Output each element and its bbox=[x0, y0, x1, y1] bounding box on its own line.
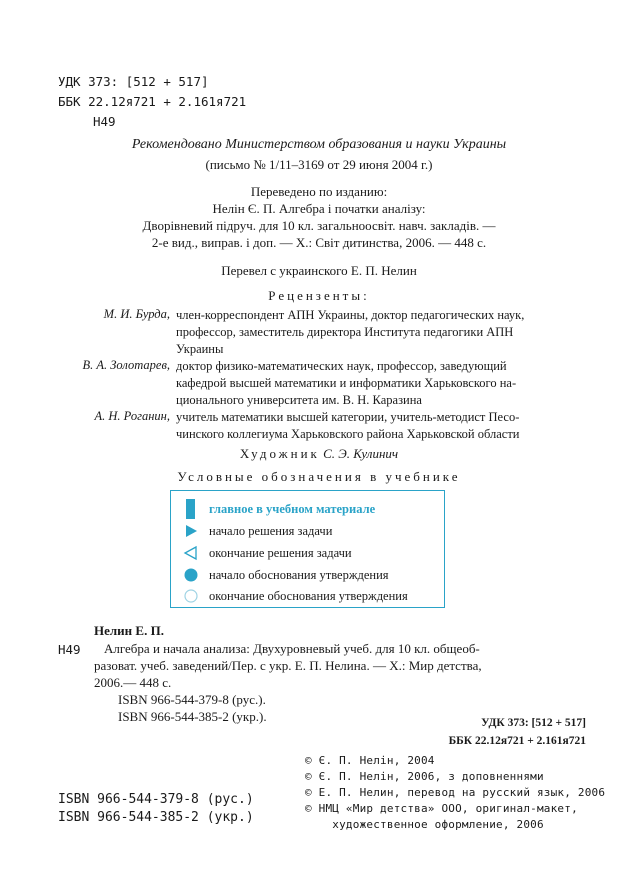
reviewer-line: доктор физико-математических наук, профессор, заведующий bbox=[176, 359, 507, 373]
reviewer-line: кафедрой высшей математики и информатики Харьковского на- bbox=[176, 376, 517, 390]
source-line-4: 2-е вид., виправ. і доп. — Х.: Світ дитинства, 2006. — 448 с. bbox=[151, 235, 487, 250]
legend-label: главное в учебном материале bbox=[209, 501, 376, 516]
biblio-isbn-1: ISBN 966-544-379-8 (рус.). bbox=[118, 692, 266, 707]
reviewer-name: В. А. Золотарев, bbox=[82, 358, 170, 372]
copyright-line: © Є. П. Нелін, 2004 bbox=[305, 754, 435, 767]
legend-item bbox=[181, 499, 375, 519]
reviewer-name: А. Н. Роганин, bbox=[94, 409, 170, 423]
reviewer-line: член-корреспондент АПН Украины, доктор педагогических наук, bbox=[176, 308, 525, 322]
isbn-bottom-1: ISBN 966-544-379-8 (рус.) bbox=[58, 792, 254, 807]
legend-box bbox=[170, 490, 445, 608]
artist-credit bbox=[0, 446, 638, 462]
recommendation: Рекомендовано Министерством образования и науки Украины bbox=[131, 137, 507, 152]
reviewers-heading: Рецензенты: bbox=[268, 288, 370, 303]
legend-label: окончание обоснования утверждения bbox=[209, 588, 408, 603]
legend-item bbox=[181, 586, 408, 606]
biblio-author: Нелин Е. П. bbox=[94, 623, 164, 638]
source-line-2: Нелін Є. П. Алгебра і початки аналізу: bbox=[212, 201, 426, 216]
copyright-line: художественное оформление, 2006 bbox=[305, 818, 544, 831]
reviewer-line: учитель математики высшей категории, учитель-методист Песо- bbox=[176, 410, 520, 424]
legend-title: Условные обозначения в учебнике bbox=[177, 469, 461, 484]
legend-label: начало решения задачи bbox=[209, 523, 333, 538]
legend-item bbox=[181, 521, 332, 541]
source-line-3: Дворівневий підруч. для 10 кл. загальноосвіт. навч. закладів. — bbox=[142, 218, 496, 233]
legend-item bbox=[181, 565, 389, 585]
isbn-bottom-2: ISBN 966-544-385-2 (укр.) bbox=[58, 810, 254, 825]
legend-label: начало обоснования утверждения bbox=[209, 567, 389, 582]
translator: Перевел с украинского Е. П. Нелин bbox=[221, 263, 417, 278]
circle-outline-icon bbox=[181, 586, 201, 606]
biblio-line-2: разоват. учеб. заведений/Пер. с укр. Е. П. Нелина. — Х.: Мир детства, bbox=[94, 658, 482, 673]
biblio-code: Н49 bbox=[58, 642, 81, 657]
reviewer-name: М. И. Бурда, bbox=[103, 307, 170, 321]
bbk-bottom: ББК 22.12я721 + 2.161я721 bbox=[448, 735, 586, 747]
copyright-line: © Е. П. Нелин, перевод на русский язык, 2006 bbox=[305, 786, 606, 799]
artist-label: Художник bbox=[239, 446, 320, 461]
legend-label: окончание решения задачи bbox=[209, 545, 352, 560]
reviewer-line: ционального университета им. В. Н. Каразина bbox=[176, 393, 422, 407]
bar-icon bbox=[181, 499, 201, 519]
copyright-line: © НМЦ «Мир детства» ООО, оригинал-макет, bbox=[305, 802, 578, 815]
source-line-1: Переведено по изданию: bbox=[250, 184, 388, 199]
udk-top: УДК 373: [512 + 517] bbox=[58, 74, 209, 89]
code-top: Н49 bbox=[93, 114, 116, 129]
udk-bottom: УДК 373: [512 + 517] bbox=[481, 717, 586, 729]
recommendation-letter: (письмо № 1/11–3169 от 29 июня 2004 г.) bbox=[205, 157, 433, 172]
biblio-isbn-2: ISBN 966-544-385-2 (укр.). bbox=[118, 709, 267, 724]
artist-name: С. Э. Кулинич bbox=[323, 446, 399, 461]
copyright-line: © Є. П. Нелін, 2006, з доповненнями bbox=[305, 770, 544, 783]
triangle-right-filled-icon bbox=[181, 521, 201, 541]
bbk-top: ББК 22.12я721 + 2.161я721 bbox=[58, 94, 247, 109]
circle-filled-icon bbox=[181, 565, 201, 585]
legend-item bbox=[181, 543, 352, 563]
reviewer-line: профессор, заместитель директора Института педагогики АПН bbox=[176, 325, 514, 339]
reviewer-line: Украины bbox=[176, 342, 224, 356]
triangle-left-outline-icon bbox=[181, 543, 201, 563]
biblio-line-3: 2006.— 448 с. bbox=[94, 675, 172, 690]
reviewer-line: чинского коллегиума Харьковского района Харьковской области bbox=[176, 427, 520, 441]
biblio-line-1: Алгебра и начала анализа: Двухуровневый учеб. для 10 кл. общеоб- bbox=[104, 641, 480, 656]
